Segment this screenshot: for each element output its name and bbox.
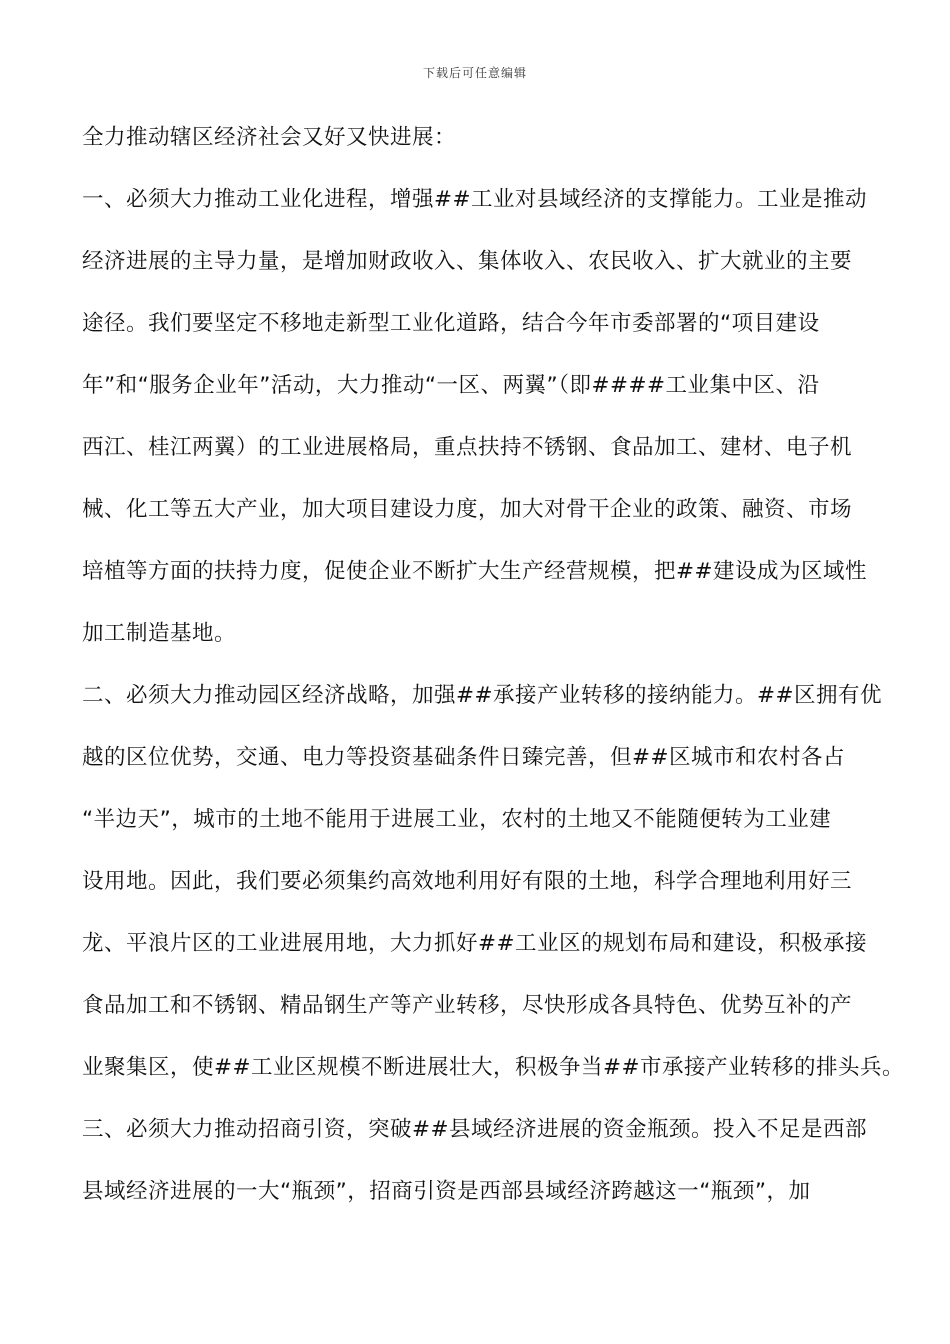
- text-line: 二、必须大力推动园区经济战略，加强##承接产业转移的接纳能力。##区拥有优: [82, 683, 883, 708]
- text-line: 年”和“服务企业年”活动，大力推动“一区、两翼”（即####工业集中区、沿: [82, 373, 820, 398]
- text-line: 经济进展的主导力量，是增加财政收入、集体收入、农民收入、扩大就业的主要: [82, 249, 853, 274]
- text-line: 西江、桂江两翼）的工业进展格局，重点扶持不锈钢、食品加工、建材、电子机: [82, 435, 853, 460]
- text-line: 越的区位优势，交通、电力等投资基础条件日臻完善，但##区城市和农村各占: [82, 745, 846, 770]
- text-line: 一、必须大力推动工业化进程，增强##工业对县域经济的支撑能力。工业是推动: [82, 187, 868, 212]
- text-line: 全力推动辖区经济社会又好又快进展：: [82, 125, 457, 150]
- text-line: 培植等方面的扶持力度，促使企业不断扩大生产经营规模，把##建设成为区域性: [82, 559, 868, 584]
- text-line: 设用地。因此，我们要必须集约高效地利用好有限的土地，科学合理地利用好三: [82, 869, 853, 894]
- text-line: 途径。我们要坚定不移地走新型工业化道路，结合今年市委部署的“项目建设: [82, 311, 820, 336]
- text-line: “半边天”，城市的土地不能用于进展工业，农村的土地又不能随便转为工业建: [82, 807, 832, 832]
- text-line: 龙、平浪片区的工业进展用地，大力抓好##工业区的规划布局和建设，积极承接: [82, 931, 868, 956]
- text-line: 食品加工和不锈钢、精品钢生产等产业转移，尽快形成各具特色、优势互补的产: [82, 993, 853, 1018]
- text-line: 业聚集区，使##工业区规模不断进展壮大，积极争当##市承接产业转移的排头兵。: [82, 1055, 905, 1080]
- text-line: 加工制造基地。: [82, 621, 237, 646]
- text-line: 械、化工等五大产业，加大项目建设力度，加大对骨干企业的政策、融资、市场: [82, 497, 853, 522]
- text-line: 县域经济进展的一大“瓶颈”，招商引资是西部县域经济跨越这一“瓶颈”，加: [82, 1179, 811, 1204]
- page-header-note: 下载后可任意编辑: [422, 66, 527, 80]
- document-body: [82, 107, 905, 1223]
- text-line: 三、必须大力推动招商引资，突破##县域经济进展的资金瓶颈。投入不足是西部: [82, 1117, 868, 1142]
